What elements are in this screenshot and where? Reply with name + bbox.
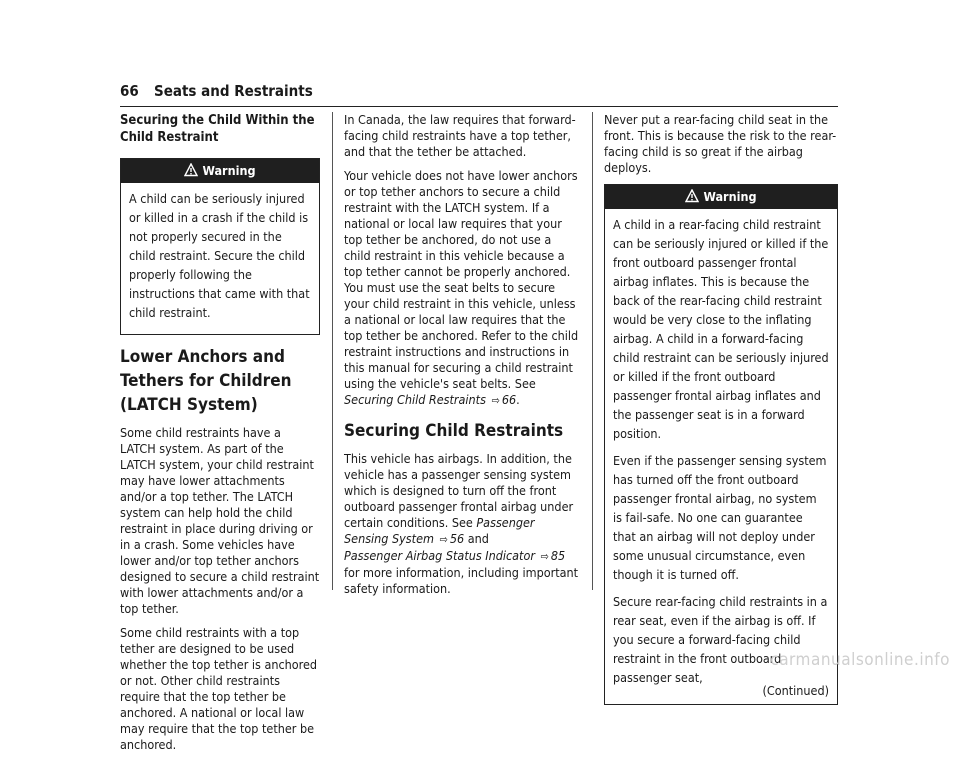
paragraph: In Canada, the law requires that forward-facing child restraints have a top tether, and that the tether be attached. — [344, 112, 576, 159]
cross-reference-link[interactable]: Passenger Sensing System — [344, 515, 535, 546]
warning-triangle-icon — [685, 189, 699, 203]
warning-header — [121, 159, 319, 183]
page-header — [120, 82, 838, 107]
watermark-text: carmanualsonline.info — [770, 650, 950, 670]
warning-triangle-icon — [184, 163, 198, 177]
page-number: 66 — [120, 82, 139, 100]
column-3 — [604, 112, 838, 713]
page-reference[interactable]: 66 — [501, 392, 517, 407]
cross-reference-link[interactable]: Passenger Airbag Status Indicator — [344, 548, 535, 563]
warning-title: Warning — [703, 189, 757, 204]
warning-header — [605, 185, 837, 209]
paragraph — [344, 451, 580, 597]
column-divider — [332, 112, 333, 590]
page-ref-arrow-icon: ⇨ — [540, 550, 549, 563]
paragraph: Some child restraints have a LATCH system. As part of the LATCH system, your child restraint may have lower attachments and/or a top tether. The LATCH system can help hold the child restraint in place during driving or in a crash. Some vehicles have lower and/or top tether anchors designed to secure a child restraint with lower attachments and/or a top tether. — [120, 425, 320, 616]
column-2 — [344, 112, 580, 605]
paragraph-text: Your vehicle does not have lower anchors or top tether anchors to secure a child restraint with the LATCH system. If a national or local law requires that your top tether be anchored, do not use a child restraint in this vehicle because a top tether cannot be properly anchored. You must use the seat belts to secure your child restraint in this vehicle, unless a national or local law requires that the top tether be anchored. Refer to the child restraint instructions and instructions in this manual for securing a child restraint using the vehicle's seat belts. See — [344, 168, 579, 391]
page-reference[interactable]: 85 — [550, 548, 566, 563]
warning-text: A child in a rear-facing child restraint can be seriously injured or killed if the front outboard passenger frontal airbag inflates. This is because the back of the rear-facing child restraint would be very close to the inflating airbag. A child in a forward-facing child restraint can be seriously injured or killed if the front outboard passenger frontal airbag inflates and the passenger seat is in a forward position. — [613, 217, 829, 441]
page-ref-arrow-icon: ⇨ — [439, 533, 448, 546]
column-divider — [592, 112, 593, 590]
warning-box — [604, 184, 838, 705]
subheading: Securing the Child Within the Child Restraint — [120, 113, 315, 145]
paragraph-text: This vehicle has airbags. In addition, the vehicle has a passenger sensing system which is designed to turn off the front outboard passenger frontal airbag under certain conditions. See — [344, 451, 574, 530]
paragraph — [344, 168, 580, 409]
column-1 — [120, 112, 320, 761]
page-reference[interactable]: 56 — [449, 531, 465, 546]
section-title: Seats and Restraints — [154, 82, 313, 100]
cross-reference-link[interactable]: Securing Child Restraints — [344, 392, 486, 407]
section-heading: Lower Anchors and Tethers for Children (LATCH System) — [120, 347, 292, 415]
paragraph-text: for more information, including important safety information. — [344, 565, 579, 596]
paragraph: Some child restraints with a top tether are designed to be used whether the top tether is anchored or not. Other child restraints require that the top tether be anchored. A national or local law may require that the top tether be anchored. — [120, 625, 318, 752]
conjunction: and — [467, 531, 489, 546]
warning-text: Even if the passenger sensing system has turned off the front outboard passenger frontal airbag, no system is fail-safe. No one can guarantee that an airbag will not deploy under some unusual circumstance, even though it is turned off. — [613, 453, 827, 582]
warning-text: A child can be seriously injured or killed in a crash if the child is not properly secured in the child restraint. Secure the child properly following the instructions that came with that child restraint. — [129, 191, 310, 320]
warning-text: Secure rear-facing child restraints in a rear seat, even if the airbag is off. If you secure a forward-facing child restraint in the front outboard passenger seat, — [613, 594, 828, 685]
paragraph: Never put a rear-facing child seat in the front. This is because the risk to the rear-facing child is so great if the airbag deploys. — [604, 112, 837, 175]
continued-label: (Continued) — [762, 683, 829, 698]
warning-box — [120, 158, 320, 335]
page-ref-arrow-icon: ⇨ — [491, 394, 500, 407]
punctuation: . — [516, 392, 520, 407]
section-heading: Securing Child Restraints — [344, 421, 564, 441]
warning-title: Warning — [202, 163, 256, 178]
